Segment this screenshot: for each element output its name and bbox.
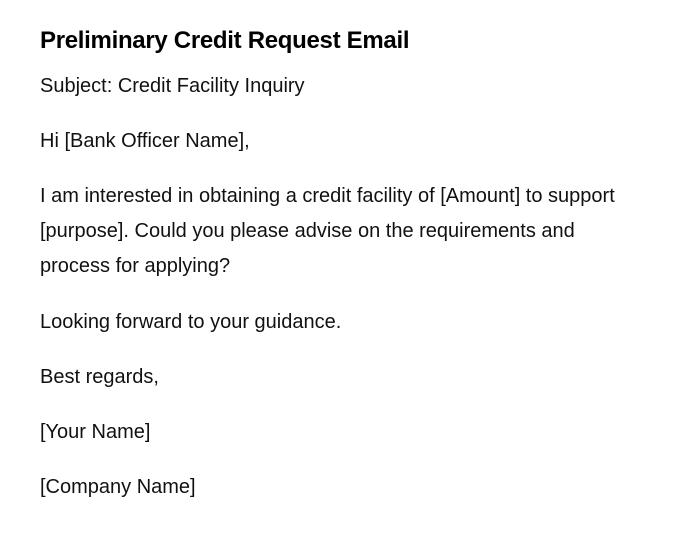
sender-name-placeholder: [Your Name] <box>40 421 151 443</box>
email-subject-line: Subject: Credit Facility Inquiry <box>40 75 305 97</box>
email-sign-off: Best regards, <box>40 366 159 388</box>
email-closing-line: Looking forward to your guidance. <box>40 311 342 333</box>
email-template-document <box>40 24 640 505</box>
document-title: Preliminary Credit Request Email <box>40 27 410 54</box>
email-body-paragraph: I am interested in obtaining a credit facility of [Amount] to support [purpose]. Could you please advise on the requirements and process for applying? <box>40 185 615 277</box>
company-name-placeholder: [Company Name] <box>40 476 196 498</box>
email-greeting: Hi [Bank Officer Name], <box>40 130 250 152</box>
